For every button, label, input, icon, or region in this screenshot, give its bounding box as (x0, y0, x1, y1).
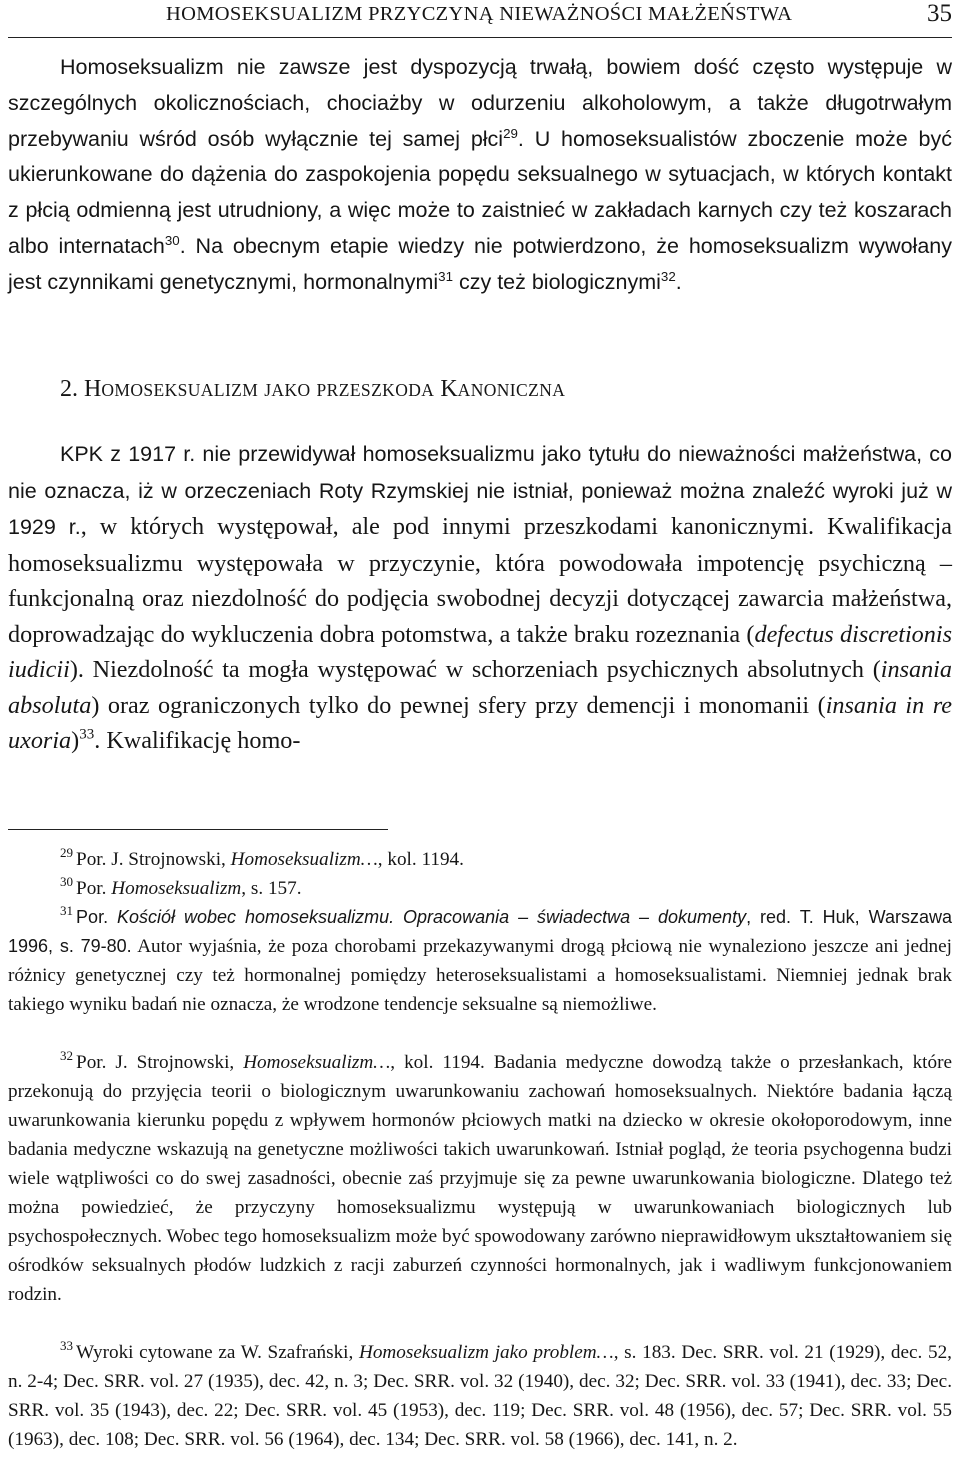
paragraph-text: ) oraz ograniczonych tylko do pewnej sfery przy demencji i monomanii ( (91, 691, 826, 719)
latin-term: insania absoluta (8, 656, 952, 719)
section-heading (60, 376, 565, 403)
latin-term: defectus discretionis iudicii (8, 620, 952, 683)
footnote-text: Badania medyczne dowodzą także o przesłankach, które przekonują do przyjęcia teorii o biologicznym uwarunkowaniu zachowań homoseksualnych. Niektóre badania łączą uwarunkowania kierunku popędu z wpływem hormonów płciowych matki na dziecko w okresie okołoporodowym, inne badania medyczne wskazują na genetyczne możliwości takich uwarunkowań. Istniał pogląd, że teoria psychogenna budzi wiele wątpliwości co do swej zasadności, obecnie zaś przyjmuje się za pewne uwarunkowania biologiczne. Dlatego też można powiedzieć, że przyczyny homoseksualizmu występują w uwarunkowaniach biologicznych lub psychospołecznych. Wobec tego homoseksualizm może być spowodowany zarówno nieprawidłowym ukształtowaniem się ośrodków seksualnych płodów ludzkich z racji zaburzeń czynności hormonalnych, jak i wadliwym funkcjonowaniem rodzin. (8, 1052, 952, 1305)
footnote-31 (8, 903, 952, 1019)
section-number: 2. (60, 376, 84, 402)
footnote-text: Por. J. Strojnowski, (76, 1052, 244, 1073)
paragraph-text: KPK z 1917 r. (60, 442, 196, 466)
footnote-title: Homoseksualizm… (243, 1052, 391, 1073)
paragraph-text: nie przewidywał homoseksualizmu jako tytułu do nieważności małżeństwa, co nie oznacza, iż w orzeczeniach Roty Rzymskiej nie istniał, ponieważ można znaleźć wyroki już w 1929 r. (8, 442, 952, 539)
footnote-rule (8, 829, 388, 830)
section-word-4: ANONICZNA (457, 380, 566, 400)
footnote-text: Autor wyjaśnia, że poza chorobami przekazywanymi drogą płciową nie wynaleziono jeszcze ani jednej różnicy genetycznej czy też hormonalnej pomiędzy heteroseksualistami a homoseksualistami. Niemniej jednak brak takiego wyniku badań nie oznacza, że wrodzone tendencje seksualne są niemożliwe. (8, 936, 952, 1015)
paragraph-text: . U homoseksualistów zboczenie może być ukierunkowane do dążenia do zaspokojenia popędu seksualnego w sytuacjach, w których kontakt z płcią odmienną jest utrudniony, a więc może to zaistnieć w zakładach karnych czy też koszarach albo internatach (8, 126, 952, 258)
footnote-ref-33: 33 (79, 726, 95, 743)
paragraph-text: ) (71, 727, 80, 754)
paragraph-text: Homoseksualizm nie zawsze jest dyspozycją trwałą, bowiem dość często występuje w szczególnych okolicznościach, chociażby w odurzeniu alkoholowym, a także długotrwałym przebywaniu wśród osób wyłącznie tej samej płci (8, 55, 952, 151)
section-word-2: JAKO (264, 380, 311, 400)
paragraph-text: . Na obecnym etapie wiedzy nie potwierdzono, że homoseksualizm wywołany jest czynnikami genetycznymi, hormonalnymi (8, 233, 952, 294)
running-header (8, 0, 952, 40)
page-number: 35 (927, 0, 952, 27)
footnote-title: Homoseksualizm… (230, 849, 378, 870)
footnote-30 (8, 874, 952, 903)
footnote-mark: 30 (60, 873, 74, 889)
footnote-text: , s. 183. Dec. SRR. vol. 21 (1929), dec. 52, n. 2-4; Dec. SRR. vol. 27 (1935), dec. 42, n. 3; Dec. SRR. vol. 32 (1940), dec. 32; Dec. SRR. vol. 33 (1941), dec. 33; Dec. SRR. vol. 35 (1943), dec. 22; Dec. SRR. vol. 45 (1953), dec. 119; Dec. SRR. vol. 48 (1956), dec. 57; Dec. SRR. vol. 55 (1963), dec. 108; Dec. SRR. vol. 56 (1964), dec. 134; Dec. SRR. vol. 58 (1966), dec. 141, n. 2. (8, 1342, 952, 1450)
footnote-title: Homoseksualizm jako problem… (358, 1342, 614, 1363)
paragraph-text: czy też biologicznymi (453, 269, 661, 294)
footnote-title: Kościół wobec homoseksualizmu. Opracowania – świadectwa – dokumenty (117, 907, 747, 927)
footnote-text: Por. (76, 907, 118, 927)
paragraph-text: . Kwalifikację homo- (94, 727, 301, 754)
footnote-33 (8, 1338, 952, 1454)
footnote-mark: 31 (60, 902, 74, 918)
footnote-ref-31: 31 (438, 268, 453, 284)
footnote-ref-29: 29 (503, 125, 518, 141)
footnote-text: Por. J. Strojnowski, (76, 849, 231, 870)
footnote-text: Wyroki cytowane za W. Szafrański, (76, 1342, 359, 1363)
section-initial-h: H (84, 376, 102, 402)
footnote-mark: 29 (60, 844, 74, 860)
footnote-32 (8, 1048, 952, 1309)
footnote-29 (8, 845, 952, 874)
paragraph-kpk-1917 (8, 436, 952, 759)
footnote-text: Por. (76, 878, 112, 899)
header-rule (8, 37, 952, 38)
footnote-mark: 33 (60, 1337, 74, 1353)
section-word-1: OMOSEKSUALIZM (101, 380, 259, 400)
paragraph-text: . (675, 269, 682, 294)
section-initial-k: K (440, 376, 458, 402)
footnote-ref-32: 32 (660, 268, 676, 284)
footnote-text: , red. T. Huk, Warszawa 1996, s. 79-80. (8, 907, 952, 956)
paragraph-text: , w których występował, ale pod innymi przeszkodami kanonicznymi. Kwalifikacja homoseksualizmu występowała w przyczynie, która powodowała impotencję psychiczną – funkcjonalną oraz niezdolność do podjęcia swobodnej decyzji dotyczącej zawarcia małżeństwa, doprowadzając do wykluczenia dobra potomstwa, a także braku rozeznania ( (8, 513, 952, 648)
latin-term: insania in re uxoria (8, 691, 953, 754)
section-word-3: PRZESZKODA (316, 380, 435, 400)
footnote-text: , kol. 1194. (377, 849, 464, 870)
footnote-text: , s. 157. (241, 878, 302, 899)
footnote-text: , kol. 1194. (390, 1052, 485, 1073)
footnote-ref-30: 30 (164, 232, 180, 248)
footnote-mark: 32 (60, 1047, 74, 1063)
running-title: HOMOSEKSUALIZM PRZYCZYNĄ NIEWAŻNOŚCI MAŁŻEŃSTWA (166, 3, 793, 25)
footnote-title: Homoseksualizm (111, 878, 242, 899)
paragraph-homoseksualizm-dyspozycja (8, 50, 952, 301)
paragraph-text: ). Niezdolność ta mogła występować w schorzeniach psychicznych absolutnych ( (69, 656, 881, 683)
